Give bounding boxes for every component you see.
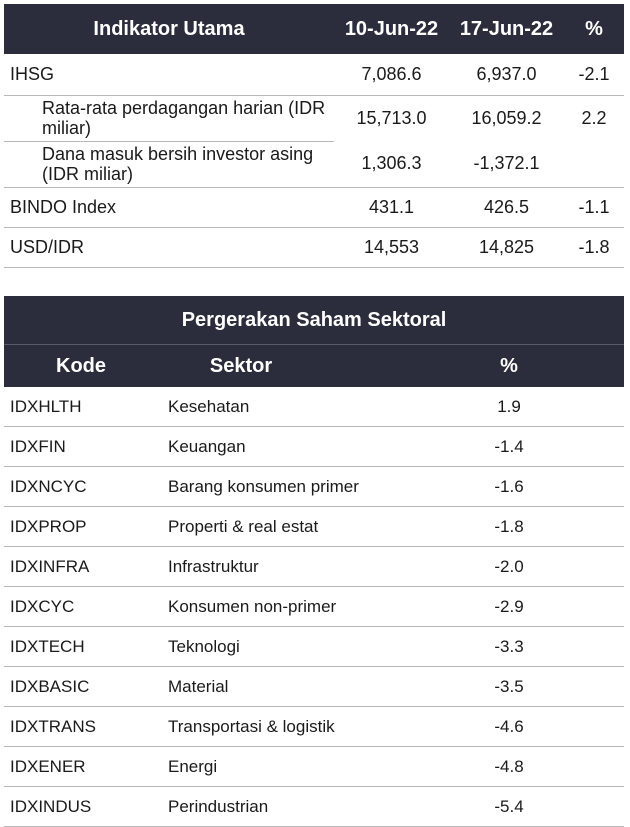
indicator-value-1: 431.1 [334, 187, 449, 227]
sector-code: IDXINDUS [4, 787, 168, 827]
sector-pct: -2.0 [464, 547, 624, 587]
sector-name: Teknologi [168, 627, 464, 667]
sector-name: Kesehatan [168, 387, 464, 427]
sector-row [4, 707, 624, 747]
sector-name: Energi [168, 747, 464, 787]
sector-code: IDXHLTH [4, 387, 168, 427]
sector-pct: 1.9 [464, 387, 624, 427]
sector-pct: -3.5 [464, 667, 624, 707]
indicator-pct [564, 141, 624, 187]
indicator-label: Dana masuk bersih investor asing (IDR miliar) [4, 141, 334, 187]
indicator-value-2: 16,059.2 [471, 107, 542, 128]
indicators-header-row [4, 4, 624, 54]
sector-pct: -4.8 [464, 747, 624, 787]
indicator-row-ihsg [4, 54, 624, 95]
indicator-value-2: 6,937.0 [449, 54, 564, 95]
header-indicator: Indikator Utama [4, 4, 334, 54]
indicator-pct: -2.1 [564, 54, 624, 95]
sector-code: IDXNCYC [4, 467, 168, 507]
sector-row [4, 627, 624, 667]
header-code: Kode [4, 345, 168, 388]
sector-code: IDXTRANS [4, 707, 168, 747]
sector-row [4, 467, 624, 507]
indicator-value-1: 1,306.3 [334, 141, 449, 187]
header-date-2: 17-Jun-22 [449, 4, 564, 54]
sector-row [4, 747, 624, 787]
sector-code: IDXINFRA [4, 547, 168, 587]
sector-code: IDXTECH [4, 627, 168, 667]
sector-pct: -1.4 [464, 427, 624, 467]
indicator-row-foreign-flow [4, 141, 624, 187]
sector-code: IDXCYC [4, 587, 168, 627]
indicator-row-avg-trade [4, 95, 624, 141]
sector-code: IDXBASIC [4, 667, 168, 707]
sector-name: Barang konsumen primer [168, 467, 464, 507]
sector-name: Properti & real estat [168, 507, 464, 547]
sector-row [4, 387, 624, 427]
sector-header-row [4, 345, 624, 388]
sector-table [4, 296, 624, 827]
sector-pct: -5.4 [464, 787, 624, 827]
indicator-label: Rata-rata perdagangan harian (IDR miliar) [4, 95, 334, 141]
sector-name: Transportasi & logistik [168, 707, 464, 747]
sector-title-row [4, 296, 624, 345]
indicator-pct: -1.8 [564, 227, 624, 267]
sector-row [4, 427, 624, 467]
indicator-row-usdidr [4, 227, 624, 267]
sector-title: Pergerakan Saham Sektoral [4, 296, 624, 345]
sector-name: Perindustrian [168, 787, 464, 827]
header-sector: Sektor [168, 345, 464, 388]
indicator-value-1: 14,553 [334, 227, 449, 267]
sector-name: Material [168, 667, 464, 707]
sector-row [4, 667, 624, 707]
sector-code: IDXPROP [4, 507, 168, 547]
sector-pct: -3.3 [464, 627, 624, 667]
sector-rows [4, 387, 624, 827]
sector-row [4, 787, 624, 827]
header-pct: % [464, 345, 624, 388]
sector-name: Infrastruktur [168, 547, 464, 587]
indicator-value-2: 426.5 [449, 187, 564, 227]
indicator-value-2: 14,825 [449, 227, 564, 267]
indicator-label: USD/IDR [4, 227, 334, 267]
sector-pct: -2.9 [464, 587, 624, 627]
indicators-table [4, 4, 624, 268]
header-date-1: 10-Jun-22 [334, 4, 449, 54]
indicator-value-1: 15,713.0 [356, 107, 427, 128]
sector-code: IDXFIN [4, 427, 168, 467]
sector-name: Konsumen non-primer [168, 587, 464, 627]
indicator-pct: 2.2 [581, 107, 607, 128]
indicator-value-2: -1,372.1 [449, 141, 564, 187]
sector-row [4, 587, 624, 627]
indicator-row-bindo [4, 187, 624, 227]
indicator-pct: -1.1 [564, 187, 624, 227]
indicator-value-1: 7,086.6 [334, 54, 449, 95]
sector-row [4, 507, 624, 547]
sector-code: IDXENER [4, 747, 168, 787]
sector-pct: -4.6 [464, 707, 624, 747]
indicator-label: BINDO Index [4, 187, 334, 227]
indicator-label: IHSG [4, 54, 334, 95]
sector-row [4, 547, 624, 587]
sector-name: Keuangan [168, 427, 464, 467]
header-pct: % [564, 4, 624, 54]
sector-pct: -1.8 [464, 507, 624, 547]
sector-pct: -1.6 [464, 467, 624, 507]
